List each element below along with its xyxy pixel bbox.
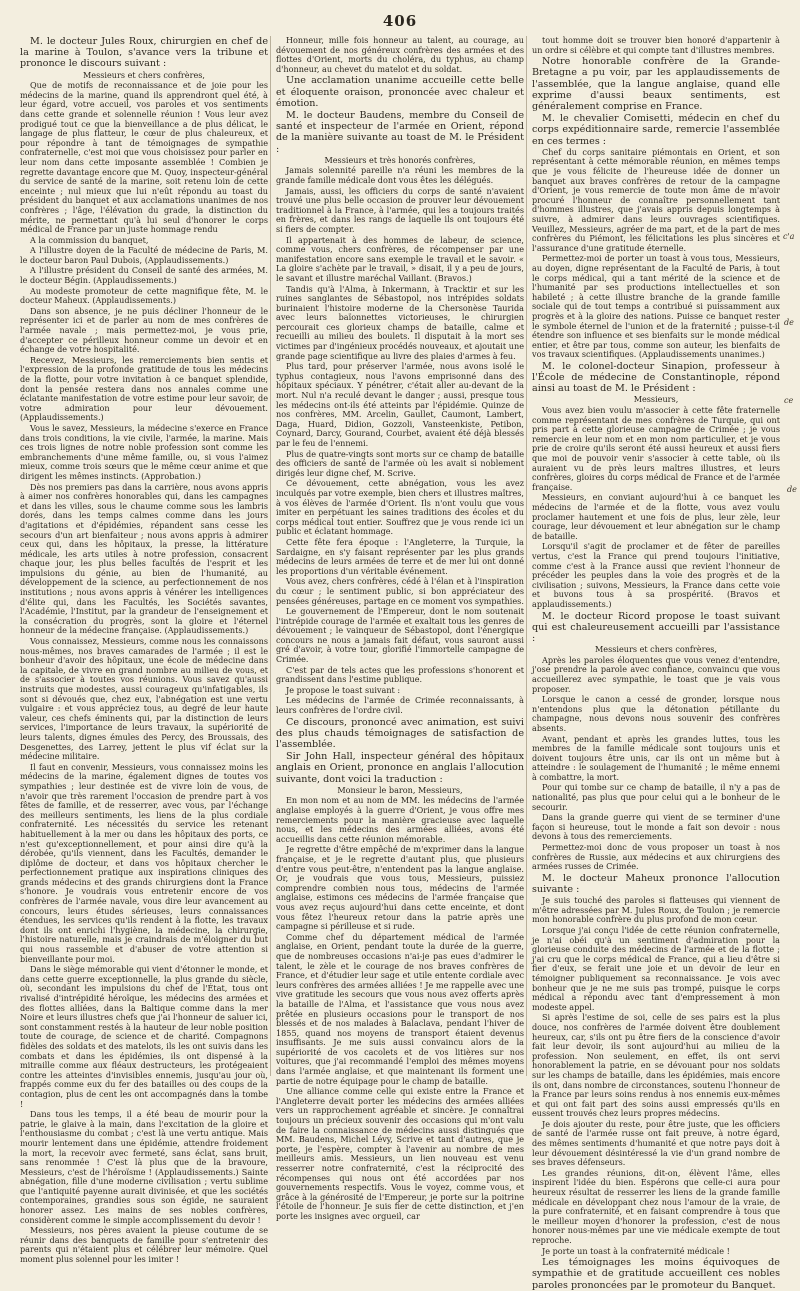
paragraph: Permettez-moi donc de vous proposer un toast à nos confrères de Russie, aux médecins et aux chirurgiens des armées russes de Crimée. <box>532 842 780 872</box>
paragraph: Je dois ajouter du reste, pour être juste, que les officiers de santé de l'armée russe ont fait preuve, à notre égard, des mêmes sentiments d'humanité et que notre pays doit à leur dévouement désintéressé la vie d'un grand nombre de ses braves défenseurs. <box>532 1118 780 1168</box>
paragraph: tout homme doit se trouver bien honoré d'appartenir à un ordre si célèbre et qui compte tant d'illustres membres. <box>532 35 780 55</box>
paragraph: A la commission du banquet, <box>30 234 149 245</box>
paragraph: Dans la grande guerre qui vient de se terminer d'une façon si heureuse, tout le monde a fait son devoir : nous devons à tous des remerciements. <box>532 812 780 842</box>
paragraph: A l'illustre doyen de la Faculté de médecine de Paris, M. le docteur baron Paul Dubois, (Applaudissements.) <box>20 245 268 265</box>
paragraph: Messieurs, <box>633 394 679 405</box>
paragraph: M. le chevalier Comisetti, médecin en chef du corps expéditionnaire sarde, remercie l'assemblée en ces termes : <box>532 113 780 147</box>
paragraph: Je suis touché des paroles si flatteuses qui viennent de m'être adressées par M. Jules Roux, de Toulon ; je remercie mon honorable confrère du plus profond de mon cœur. <box>532 895 780 925</box>
paragraph: Ce dévouement, cette abnégation, vous les avez inculqués par votre exemple, bien chers et illustres maîtres, à vos élèves de l'armée d'Orient. Ils n'ont voulu que vous imiter en perpétuant les saines traditions des écoles et du corps médical tout entier. Souffrez que je vous rende ici un public et éclatant hommage. <box>276 478 524 537</box>
paragraph: Dans son absence, je ne puis décliner l'honneur de le représenter ici et de parler au nom de mes confrères de l'armée navale ; mais permettez-moi, je vous prie, d'accepter ce périlleux honneur comme un devoir et en échange de votre hospitalité. <box>20 305 268 355</box>
paragraph: Vous connaissez, Messieurs, comme nous les connaissons nous-mêmes, nos braves camarades de l'armée ; il est le bonheur d'avoir des hôpitaux, une école de médecine dans la capitale, de vivre en grand nombre au milieu de vous, et de s'associer à toutes vos réunions. Vous savez qu'aussi instruits que modestes, aussi courageux qu'infatigables, ils sont si dévoués que, chez eux, l'abnégation est une vertu vulgaire : et vous appréciez tous, au degré de leur haute valeur, ces chefs éminents qui, par la distinction de leurs services, l'importance de leurs travaux, la supériorité de leurs talents, dignes émules des Percy, des Broussais, des Desgenettes, des Larrey, jettent le plus vif éclat sur la médecine militaire. <box>20 636 268 762</box>
paragraph: Chef du corps sanitaire piémontais en Orient, et son représentant à cette mémorable réunion, en mêmes temps que je vous félicite de l'heureuse idée de donner un banquet aux braves confrères de retour de la campagne d'Orient, je vous remercie de toute mon âme de m'avoir procuré l'honneur de connaître personnellement tant d'hommes illustres, que j'avais appris depuis longtemps à suivre, à admirer dans leurs ouvrages scientifiques. Veuillez, Messieurs, agréer de ma part, et de la part de mes confrères du Piémont, les félicitations les plus sincères et l'assurance d'une gratitude éternelle. <box>532 146 780 253</box>
paragraph: Jamais solennité pareille n'a réuni les membres de la grande famille médicale dont vous êtes les délégués. <box>276 165 524 185</box>
handwritten-margin-note: c'a <box>783 232 795 241</box>
column-divider <box>526 36 527 1076</box>
paragraph: Dans le siège mémorable qui vient d'étonner le monde, et dans cette guerre exceptionnelle, la plus grande du siècle, où, secondant les impulsions du chef de l'État, tous ont rivalisé d'intrépidité héroïque, les médecins des armées et des flottes alliées, dans la Baltique comme dans la mer Noire et leurs illustres chefs que j'ai l'honneur de saluer ici, sont constamment restés à la hauteur de leur noble position toute de courage, de science et de charité. Compagnons fidèles des soldats et des matelots, ils les ont suivis dans les combats et dans les épidémies, ils ont dispensé à la mitraille comme aux fléaux destructeurs, les protégeaient contre les atteintes d'invisibles ennemis, jusqu'au jour où, frappés comme eux du fer des batailles ou des coups de la contagion, plus de cent les ont accompagnés dans la tombe ! <box>20 964 268 1109</box>
paragraph: Dans tous les temps, il a été beau de mourir pour la patrie, le glaive à la main, dans l'excitation de la gloire et l'enthousiasme du combat ; c'est là une vertu antique. Mais mourir lentement dans une épidémie, attendre froidement la mort, la recevoir avec fermeté, sans éclat, sans bruit, sans renommée ! C'est là plus que de la bravoure, Messieurs, c'est de l'héroïsme ! (Applaudissements.) Sainte abnégation, fille d'une moderne civilisation ; vertu sublime que l'antiquité payenne aurait divinisée, et que les sociétés contemporaines, grandies sous son égide, ne sauraient honorer assez. Les mains de ses nobles confrères, considèrent comme le simple accomplissement du devoir ! <box>20 1109 268 1225</box>
paragraph: M. le docteur Maheux prononce l'allocution suivante : <box>532 872 780 896</box>
paragraph: A l'illustre président du Conseil de santé des armées, M. le docteur Bégin. (Applaudissements.) <box>20 265 268 286</box>
paragraph: M. le docteur Baudens, membre du Conseil de santé et inspecteur de l'armée en Orient, répond de la manière suivante au toast de M. le Président : <box>276 109 524 155</box>
paragraph: Recevez, Messieurs, les remerciements bien sentis et l'expression de la profonde gratitude de tous les médecins de la flotte, pour votre invitation à ce banquet splendide, dont la pensée restera dans nos annales comme une éclatante manifestation de votre estime pour leur savoir, de votre admiration pour leur dévouement. (Applaudissements.) <box>20 354 268 423</box>
paragraph: Notre honorable confrère de la Grande-Bretagne a pu voir, par les applaudissements de l'assemblée, que la langue anglaise, quand elle exprime d'aussi beaux sentiments, est généralement comprise en France. <box>532 56 780 112</box>
paragraph: Après les paroles éloquentes que vous venez d'entendre, j'ose prendre la parole avec confiance, convaincu que vous accueillerez avec sympathie, le toast que je vais vous proposer. <box>532 654 780 694</box>
paragraph: Vous le savez, Messieurs, la médecine s'exerce en France dans trois conditions, la vie civile, l'armée, la marine. Mais ces trois lignes de notre noble profession sont comme les embranchements d'une même famille, ou, si vous l'aimez mieux, comme trois sœurs que le même cœur anime et que dirigent les mêmes instincts. (Approbation.) <box>20 422 268 481</box>
paragraph: Je regrette d'être empêché de m'exprimer dans la langue française, et je le regrette d'autant plus, que plusieurs d'entre vous peut-être, n'entendent pas la langue anglaise. Or, je voudrais que vous tous, Messieurs, puissiez comprendre combien nous tous, médecins de l'armée anglaise, estimons ces médecins de l'armée française que vous avez reçus aujourd'hui dans cette enceinte, et dont vous fêtez l'heureux retour dans la patrie après une campagne si périlleuse et si rude. <box>276 844 524 932</box>
paragraph: Lorsque le canon a cessé de gronder, lorsque nous n'entendons plus que la détonation pétillante du champagne, nous devons nous souvenir des confrères absents. <box>532 694 780 733</box>
paragraph: Cette fête fera époque : l'Angleterre, la Turquie, la Sardaigne, en s'y faisant représenter par les plus grands médecins de leurs armées de terre et de mer lui ont donné les proportions d'un véritable événement. <box>276 536 524 576</box>
text-column-1 <box>20 36 268 1265</box>
paragraph: M. le colonel-docteur Sinapion, professeur à l'École de médecine de Constantinople, répond ainsi au toast de M. le Président : <box>532 360 780 395</box>
handwritten-margin-note: de <box>784 318 794 327</box>
paragraph: Messieurs, nos pères avaient la pieuse coutume de se réunir dans des banquets de famille pour s'entretenir des parents qui n'étaient plus et célébrer leur mémoire. Quel moment plus solennel pour les imiter ! <box>20 1225 268 1265</box>
paragraph: Dès nos premiers pas dans la carrière, nous avons appris à aimer nos confrères honorables qui, dans les campagnes et dans les villes, sous le chaume comme sous les lambris dorés, dans les temps calmes comme dans les jours d'agitations et d'épidémies, répandent sans cesse les secours d'un art bienfaiteur ; nous avons appris à admirer ceux qui, dans les hôpitaux, la presse, la littérature médicale, les arts utiles à notre profession, consacrent chaque jour, les plus belles facultés de l'esprit et les impulsions du génie, au bien de l'humanité, au développement de la science, au perfectionnement de nos institutions ; nous avons appris à vénérer les intelligences d'élite qui, dans les Facultés, les Sociétés savantes, l'Académie, l'Institut, par la grandeur de l'enseignement et la consécration du progrès, sont la gloire et l'éternel honneur de la médecine française. (Applaudissements.) <box>20 481 268 636</box>
paragraph: Les témoignages les moins équivoques de sympathie et de gratitude accueillent ces nobles paroles prononcées par le promoteur du Banquet. <box>532 1257 780 1291</box>
paragraph: Messieurs et chers confrères, <box>595 644 717 655</box>
paragraph: M. le docteur Ricord propose le toast suivant qui est chaleureusement accueilli par l'assistance : <box>532 610 780 644</box>
paragraph: Vous avez bien voulu m'associer à cette fête fraternelle comme représentant de mes confrères de Turquie, qui ont pris part à cette glorieuse campagne de Crimée ; je vous remercie en leur nom et en mon nom particulier, et je vous prie de croire qu'ils seront été aussi heureux et aussi fiers que moi de pouvoir venir s'associer à cette table, où ils auraient vu de près leurs maîtres illustres, et leurs confrères, gloires du corps médical de France et de l'armée française. <box>532 405 780 492</box>
paragraph: Plus tard, pour préserver l'armée, nous avons isolé le typhus contagieux, nous l'avons emprisonné dans des hôpitaux spéciaux. Y pénétrer, c'était aller au-devant de la mort. Nul n'a reculé devant le danger ; aussi, presque tous les médecins ont-ils été atteints par l'épidémie. Quinze de nos confrères, MM. Arcelin, Gaullet, Caumont, Lambert, Daga, Huard, Didion, Gozzoli, Vansteenkiste, Petibon, Coynard, Darcy, Gourand, Courbet, avaient été déjà blessés par le feu de l'ennemi. <box>276 361 524 449</box>
paragraph: Messieurs, en conviant aujourd'hui à ce banquet les médecins de l'armée et de la flotte, vous avez voulu proclamer hautement et une fois de plus, leur zèle, leur courage, leur dévouement et leur abnégation sur le champ de bataille. <box>532 492 780 541</box>
paragraph: Honneur, mille fois honneur au talent, au courage, au dévouement de nos généreux confrères des armées et des flottes d'Orient, morts du choléra, du typhus, au champ d'honneur, au chevet du matelot et du soldat. <box>276 35 524 74</box>
column-divider <box>270 36 271 1076</box>
paragraph: Tandis qu'à l'Alma, à Inkermann, à Tracktir et sur les ruines sanglantes de Sébastopol, nos intrépides soldats burinaient l'histoire moderne de la Chersonèse Taurida avec leurs baïonnettes victorieuses, le chirurgien percourait ces glorieux champs de bataille, calme et recueilli au milieu des boulets. Il disputait à la mort ses victimes par d'ingénieux procédés nouveaux, et ajoutait une grande page scientifique au livre des plaies d'armes à feu. <box>276 283 524 361</box>
paragraph: Ce discours, prononcé avec animation, est suivi des plus chauds témoignages de satisfaction de l'assemblée. <box>276 716 524 751</box>
paragraph: Comme chef du département médical de l'armée anglaise, en Orient, pendant toute la durée de la guerre, que de nombreuses occasions n'ai-je pas eues d'admirer le talent, le zèle et le courage de nos braves confrères de France, et d'étudier leur sage et utile entente cordiale avec leurs confrères des armées alliées ! Je me rappelle avec une vive gratitude les secours que vous nous avez offerts après la bataille de l'Alma, et l'assistance que vous nous avez prêtée en plusieurs occasions pour le transport de nos blessés et de nos malades à Balaclava, pendant l'hiver de 1855, quand nos moyens de transport étaient devenus insuffisants. Je me suis aussi convaincu alors de la supériorité de vos cacolets et de vos litières sur nos voitures, que j'ai recommandé l'emploi des mêmes moyens dans l'armée anglaise, et que maintenant ils forment une partie de notre équipage pour le champ de bataille. <box>276 931 524 1086</box>
text-column-2 <box>276 35 524 1221</box>
paragraph: Pour qui tombe sur ce champ de bataille, il n'y a pas de nationalité, pas plus que pour celui qui a le bonheur de le secourir. <box>532 782 780 812</box>
paragraph: M. le docteur Jules Roux, chirurgien en chef de la marine à Toulon, s'avance vers la tribune et prononce le discours suivant : <box>20 36 268 70</box>
paragraph: Sir John Hall, inspecteur général des hôpitaux anglais en Orient, prononce en anglais l'allocution suivante, dont voici la traduction : <box>276 751 524 785</box>
text-column-3 <box>532 35 780 1291</box>
paragraph: Au modeste promoteur de cette magnifique fête, M. le docteur Maheux. (Applaudissements.) <box>20 285 268 306</box>
handwritten-margin-note: de <box>787 485 797 494</box>
paragraph: Messieurs et très honorés confrères, <box>324 154 476 165</box>
paragraph: Avant, pendant et après les grandes luttes, tous les membres de la famille médicale sont toujours unis et doivent toujours être unis, car ils ont un même but à atteindre : le soulagement de l'humanité ; le même ennemi à combattre, la mort. <box>532 733 780 782</box>
paragraph: Monsieur le baron, Messieurs, <box>337 784 463 795</box>
paragraph: Lorsque j'ai conçu l'idée de cette réunion confraternelle, je n'ai obéi qu'à un sentiment d'admiration pour la glorieuse conduite des médecins de l'armée et de la flotte ; j'ai cru que le corps médical de France, qui a lieu d'être si fier d'eux, se ferait une joie et un devoir de leur en témoigner publiquement sa reconnaissance. Je vois avec bonheur que je ne me suis pas trompé, puisque le corps médical a répondu avec tant d'empressement à mon modeste appel. <box>532 925 780 1012</box>
paragraph: Permettez-moi de porter un toast à vous tous, Messieurs, au doyen, digne représentant de la Faculté de Paris, à tout le corps médical, qui a tant mérité de la science et de l'humanité par ses productions intellectuelles et son habileté ; à cette illustre branche de la grande famille sociale qui de tout temps a contribué si puissamment aux progrès et à la gloire des nations. Puisse ce banquet rester le symbole éternel de l'union et de la fraternité ; puisse-t-il étendre son influence et ses bienfaits sur le monde médical entier, et être par tous, comme son auteur, les bienfaits de vos travaux scientifiques. (Applaudissements unanimes.) <box>532 253 780 360</box>
paragraph: En mon nom et au nom de MM. les médecins de l'armée anglaise employés à la guerre d'Orient, je vous offre mes remerciements pour la manière gracieuse avec laquelle nous, et les médecins des armées alliées, avons été accueillis dans cette réunion mémorable. <box>276 795 524 844</box>
paragraph: Le gouvernement de l'Empereur, dont le nom soutenait l'intrépide courage de l'armée et exaltait tous les genres de dévouement ; le vainqueur de Sébastopol, dont l'énergique concours ne nous a jamais fait défaut, vous sauront aussi gré d'avoir, à votre tour, glorifié l'immortelle campagne de Crimée. <box>276 606 524 665</box>
paragraph: Si après l'estime de soi, celle de ses pairs est la plus douce, nos confrères de l'armée doivent être doublement heureux, car, s'ils ont pu être fiers de la conscience d'avoir fait leur devoir, ils sont aujourd'hui au milieu de la profession. Non seulement, en effet, ils ont servi honorablement la patrie, en se dévouant pour nos soldats sur les champs de bataille, dans les épidémies, mais encore ils ont, dans nombre de circonstances, soutenu l'honneur de la France par leurs soins rendus à nos ennemis eux-mêmes et qui ont fait part des soins aussi empressés qu'ils en eussent trouvés chez leurs propres médecins. <box>532 1012 780 1119</box>
page-number: 406 <box>382 12 418 30</box>
handwritten-margin-note: ce <box>784 396 794 405</box>
paragraph: Que de motifs de reconnaissance et de joie pour les médecins de la marine, quand ils apprendront quel été, à leur égard, votre accueil, vos paroles et vos sentiments dans cette grande et solennelle réunion ! Vous leur avez prodigué tout ce que la bienveillance a de plus délicat, le langage de plus flatteur, le cœur de plus chaleureux, et pour répondre à tant de témoignages de sympathie confraternelle, c'est moi que vous choisissez pour parler en leur nom dans cette imposante assemblée ! Combien je regrette davantage encore que M. Quoy, inspecteur-général du service de santé de la marine, soit retenu loin de cette enceinte ; nul mieux que lui n'eût répondu au toast du président du banquet et aux acclamations unanimes de nos confrères ; l'âge, l'élévation du grade, la distinction du mérite, ne permettant qu'à lui seul d'honorer le corps médical de France par un juste hommage rendu <box>20 80 268 235</box>
paragraph: Je porte un toast à la confraternité médicale ! <box>542 1245 730 1256</box>
paragraph: Lorsqu'il s'agit de proclamer et de fêter de pareilles vertus, c'est la France qui prend toujours l'initiative, comme c'est à la France aussi que revient l'honneur de précéder les peuples dans la voie des progrès et de la civilisation ; suivons, Messieurs, la France dans cette voie et buvons tous à sa prospérité. (Bravos et applaudissements.) <box>532 541 780 609</box>
paragraph: Il appartenait à des hommes de labeur, de science, comme vous, chers confrères, de récompenser par une manifestation encore sans exemple le travail et le savoir. « La gloire s'achète par le travail, » disait, il y a peu de jours, le savant et illustre maréchal Vaillant. (Bravos.) <box>276 234 524 283</box>
paragraph: Jamais, aussi, les officiers du corps de santé n'avaient trouvé une plus belle occasion de prouver leur dévouement traditionnel à la France, à l'armée, qui les a toujours traités en frères, et dans les rangs de laquelle ils ont toujours été si fiers de compter. <box>276 185 524 234</box>
paragraph: Plus de quatre-vingts sont morts sur ce champ de bataille des officiers de santé de l'armée où les avait si noblement dirigés leur digne chef, M. Scrive. <box>276 448 524 478</box>
paragraph: Une acclamation unanime accueille cette belle et éloquente oraison, prononcée avec chaleur et émotion. <box>276 75 524 109</box>
paragraph: Les grandes réunions, dit-on, élèvent l'âme, elles inspirent l'idée du bien. Espérons que celle-ci aura pour heureux résultat de resserrer les liens de la grande famille médicale en développant chez nous l'amour de la vraie, de la pure confraternité, et en faisant comprendre à tous que le meilleur moyen d'honorer la profession, c'est de nous honorer nous-mêmes par une vie médicale exempte de tout reproche. <box>532 1167 780 1245</box>
paragraph: Une alliance comme celle qui existe entre la France et l'Angleterre devait porter les médecins des armées alliées vers un rapprochement agréable et sincère. Je connaîtrai toujours un précieux souvenir des occasions qui m'ont valu de faire la connaissance de médecins aussi distingués que MM. Baudens, Michel Lévy, Scrive et tant d'autres, que je porte, je l'espère, compter à l'avenir au nombre de mes meilleurs amis. Messieurs, un lien nouveau est venu resserrer notre confraternité, c'est la réciprocité des récompenses qui nous ont été accordées par nos gouvernements respectifs. Vous le voyez, comme vous, et grâce à la générosité de l'Empereur, je porte sur la poitrine l'étoile de l'honneur. Je suis fier de cette distinction, et j'en porte les insignes avec orgueil, car <box>276 1086 524 1221</box>
paragraph: Les médecins de l'armée de Crimée reconnaissants, à leurs confrères de l'ordre civil. <box>276 695 524 716</box>
paragraph: Messieurs et chers confrères, <box>83 69 205 80</box>
paragraph: Vous avez, chers confrères, cédé à l'élan et à l'inspiration du cœur ; le sentiment public, si bon appréciateur des pensées généreuses, partage en ce moment vos sympathies. <box>276 576 524 606</box>
paragraph: Je propose le toast suivant : <box>286 684 401 695</box>
paragraph: Il faut en convenir, Messieurs, vous connaissez moins les médecins de la marine, également dignes de toutes vos sympathies ; leur destinée est de vivre loin de vous, de n'avoir que très rarement l'occasion de prendre part à vos fêtes de famille, et de resserrer, avec vous, par l'échange des meilleurs sentiments, les liens de la plus cordiale confraternité. Les nécessités du service les retenant habituellement à la mer ou dans les hôpitaux des ports, ce n'est qu'exceptionnellement, et pour ainsi dire qu'à la dérobée, qu'ils viennent, dans les Facultés, demander le diplôme de docteur, et dans vos hôpitaux chercher le perfectionnement pratique aux inspirations cliniques des grands médecins et des grands chirurgiens dont la France s'honore. Je voudrais vous entretenir encore de vos confrères de l'armée navale, vous dire leur avancement au concours, leurs études sérieuses, leurs connaissances étendues, les services qu'ils rendent à la flotte, les travaux dont ils ont enrichi l'hygiène, la médecine, la chirurgie, l'histoire naturelle, mais je craindrais de m'éloigner du but qui nous rassemble et d'abuser de votre attention si bienveillante pour moi. <box>20 761 268 964</box>
paragraph: C'est par de tels actes que les professions s'honorent et grandissent dans l'estime publique. <box>276 664 524 685</box>
